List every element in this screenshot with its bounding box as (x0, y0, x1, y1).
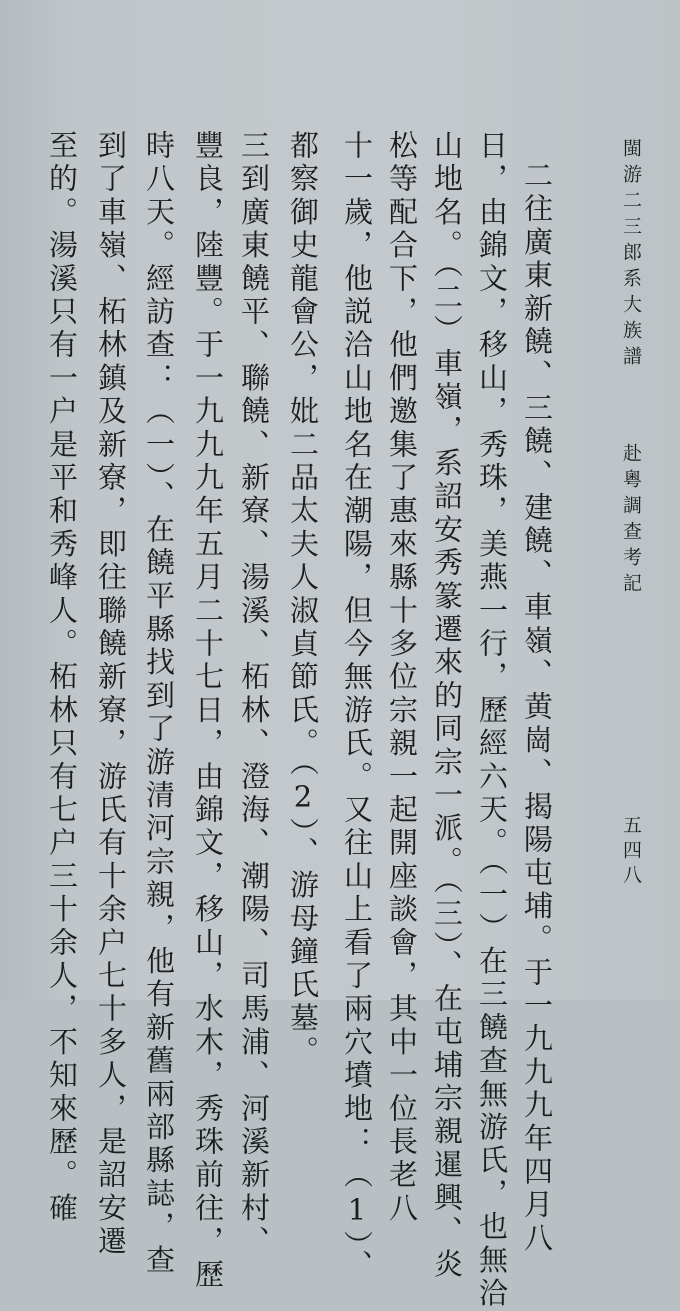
chapter-title: 赴粵調查考記 (620, 443, 642, 599)
page-number: 五四八 (620, 815, 642, 890)
text-column-7: 三到廣東饒平、聯饒、新寮、湯溪、柘林、澄海、潮陽、司馬浦、河溪新村、 (237, 130, 271, 1259)
text-column-8: 豐良，陸豐。于一九九九年五月二十七日，由錦文，移山，水木，秀珠前往，歷 (191, 130, 225, 1292)
text-column-4: 松等配合下，他們邀集了惠來縣十多位宗親一起開座談會，其中一位長老八 (385, 130, 419, 1226)
text-column-1: 二往廣東新饒、三饒、建饒、車嶺、黄崗、揭陽屯埔。于一九九九年四月八 (520, 160, 554, 1256)
text-column-5: 十一歲，他説洽山地名在潮陽，但今無游氏。又往山上看了兩穴墳地：（1）、 (340, 130, 374, 1283)
text-column-3: 山地名。（二）車嶺，系詔安秀篆遷來的同宗一派。（三）、在屯埔宗親暹興、炎 (430, 130, 464, 1282)
text-column-6: 都察御史龍會公，妣二品太夫人淑貞節氏。（2）、游母鐘氏墓。 (286, 130, 320, 1069)
book-title: 閩游二三郎系大族譜 (620, 138, 642, 372)
text-column-11: 至的。湯溪只有一户是平和秀峰人。柘林只有七户三十余人，不知來歷。確 (45, 130, 79, 1226)
text-column-10: 到了車嶺、柘林鎮及新寮，即往聯饒新寮，游氏有十余户七十多人，是詔安遷 (94, 130, 128, 1259)
text-column-2: 日，由錦文，移山，秀珠，美燕一行，歷經六天。（一）在三饒查無游氏，也無洽 (475, 130, 509, 1311)
text-column-9: 時八天。經訪查：（一）、在饒平縣找到了游清河宗親，他有新舊兩部縣誌，查 (142, 130, 176, 1278)
